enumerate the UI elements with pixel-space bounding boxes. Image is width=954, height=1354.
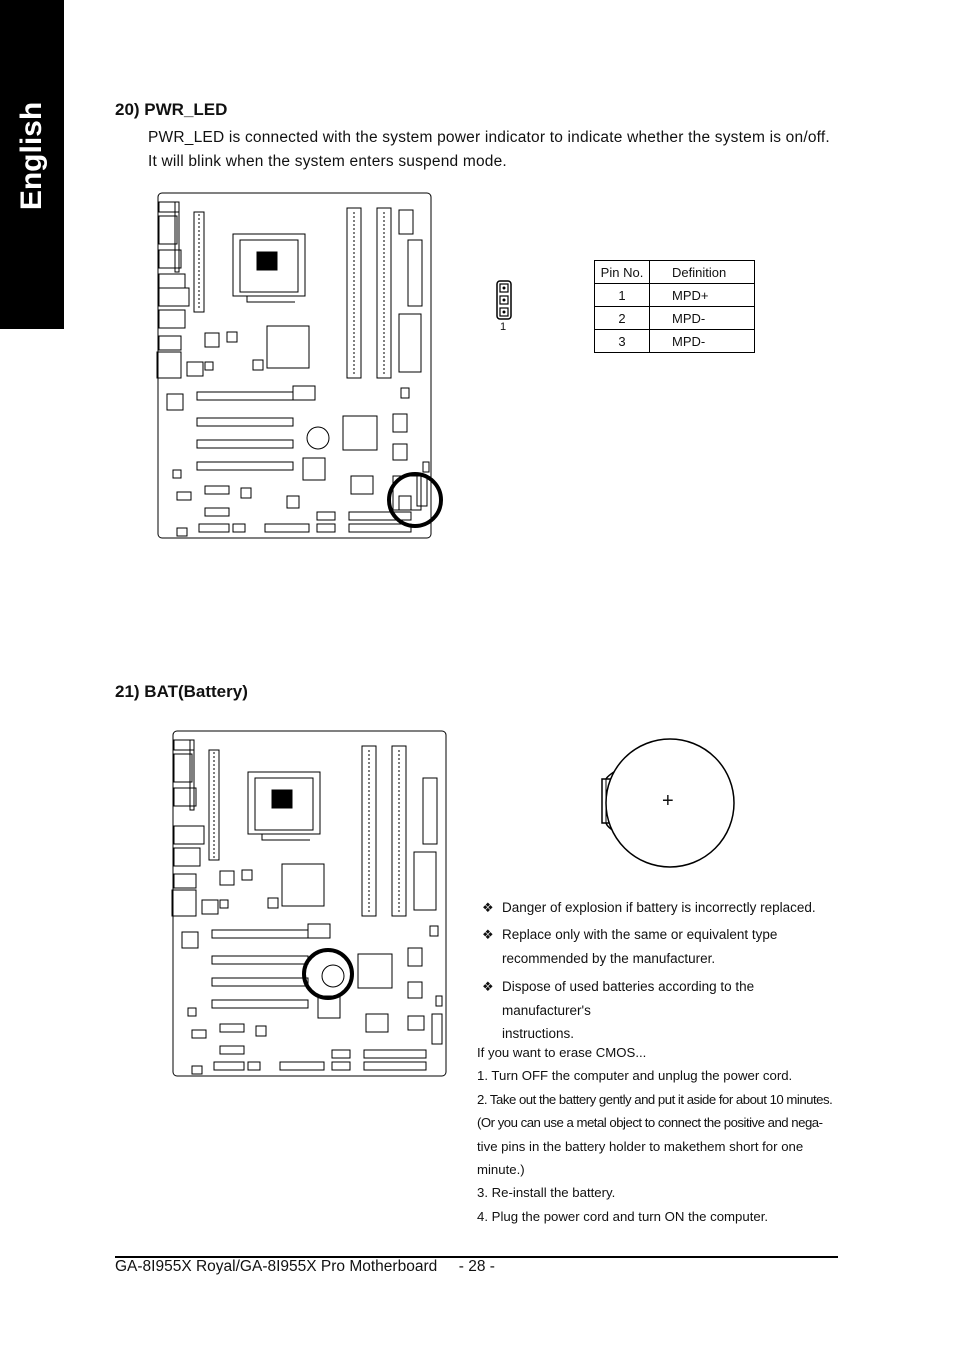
table-row [595, 330, 755, 353]
warning-text: Replace only with the same or equivalent type [502, 927, 778, 942]
instruction-line: 4. Plug the power cord and turn ON the computer. [477, 1208, 769, 1224]
table-header-pin: Pin No. [595, 261, 650, 284]
table-cell-definition: MPD+ [650, 284, 755, 307]
battery-highlight-circle [304, 950, 352, 998]
motherboard-diagram-battery [170, 728, 450, 1080]
instruction-line: (Or you can use a metal object to connect the positive and nega- [477, 1115, 823, 1131]
warning-item [482, 975, 842, 1046]
diamond-bullet-icon: ❖ [482, 927, 494, 942]
instruction-line: If you want to erase CMOS... [477, 1045, 647, 1060]
pwr-led-connector-icon [495, 279, 513, 321]
footer-model: GA-8I955X Royal/GA-8I955X Pro Motherboard [115, 1258, 438, 1275]
warning-item [482, 896, 842, 920]
warning-text: Dispose of used batteries according to the manufacturer's [502, 979, 755, 1018]
instruction-line: minute.) [477, 1162, 525, 1178]
pwr-led-highlight-circle [389, 474, 441, 526]
pwr-led-description-line-2: It will blink when the system enters suspend mode. [148, 153, 507, 170]
warning-text: instructions. [502, 1026, 575, 1041]
connector-pin-1-label: 1 [500, 321, 507, 333]
table-row [595, 284, 755, 307]
table-cell-pin: 2 [595, 307, 650, 330]
instruction-line: 1. Turn OFF the computer and unplug the power cord. [477, 1068, 793, 1084]
table-row [595, 307, 755, 330]
table-header-row [595, 261, 755, 284]
language-tab [0, 0, 64, 329]
section-heading-battery: 21) BAT(Battery) [115, 682, 248, 701]
instruction-line: tive pins in the battery holder to makethem short for one [477, 1138, 804, 1154]
page-number: - 28 - [458, 1258, 495, 1275]
table-cell-definition: MPD- [650, 307, 755, 330]
warning-item [482, 923, 842, 970]
warning-text: Danger of explosion if battery is incorrectly replaced. [502, 900, 816, 915]
instruction-line: 2. Take out the battery gently and put it aside for about 10 minutes. [477, 1091, 833, 1107]
table-cell-definition: MPD- [650, 330, 755, 353]
pwr-led-description-line-1: PWR_LED is connected with the system power indicator to indicate whether the system is on/off. [148, 129, 830, 146]
erase-cmos-instructions [477, 1041, 841, 1228]
table-header-definition: Definition [650, 261, 755, 284]
diamond-bullet-icon: ❖ [482, 900, 494, 915]
warning-text: recommended by the manufacturer. [502, 950, 716, 966]
motherboard-diagram-pwr-led [155, 190, 445, 542]
diamond-bullet-icon: ❖ [482, 979, 494, 994]
battery-positive-symbol: + [662, 790, 674, 812]
instruction-line: 3. Re-install the battery. [477, 1185, 616, 1201]
section-heading-pwr-led: 20) PWR_LED [115, 100, 228, 119]
table-cell-pin: 3 [595, 330, 650, 353]
table-cell-pin: 1 [595, 284, 650, 307]
page-footer [115, 1258, 495, 1276]
pwr-led-description [148, 126, 838, 174]
pwr-led-pin-table [594, 260, 755, 353]
language-tab-label: English [15, 101, 48, 211]
